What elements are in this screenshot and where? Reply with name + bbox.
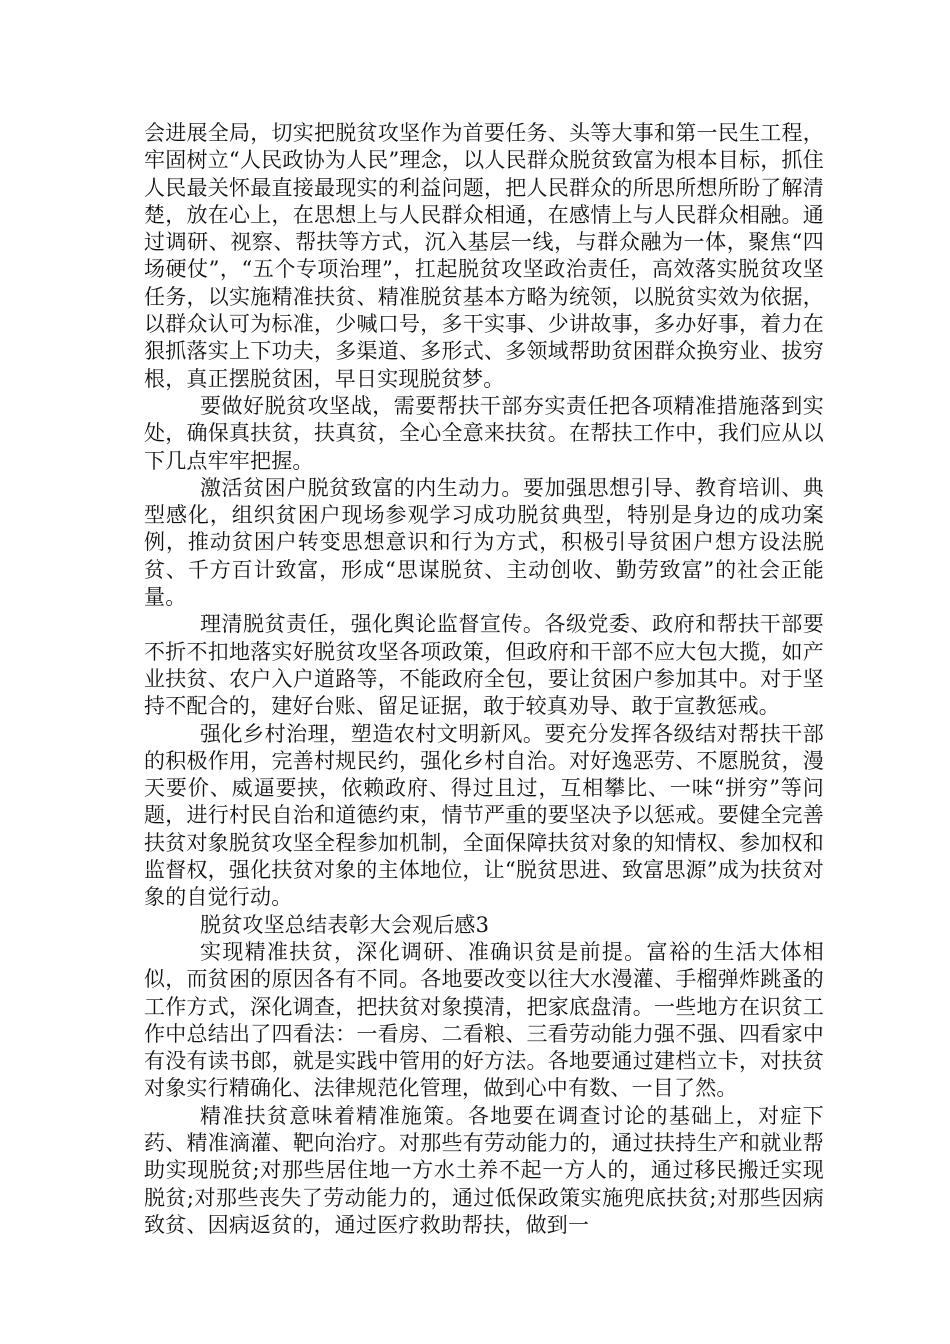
paragraph-supervision: 理清脱贫责任，强化舆论监督宣传。各级党委、政府和帮扶干部要不折不扣地落实好脱贫攻坚各项政策，但政府和干部不应大包大揽，如产业扶贫、农户入户道路等，不能政府全包，要让贫困户参加其中。对于坚持不配合的，建好台账、留足证据，敢于较真劝导、敢于宣教惩戒。 [144,612,824,719]
document-body [144,120,824,1239]
paragraph-identification: 实现精准扶贫，深化调研、准确识贫是前提。富裕的生活大体相似，而贫困的原因各有不同。各地要改变以往大水漫灌、手榴弹炸跳蚤的工作方式，深化调查，把扶贫对象摸清，把家底盘清。一些地方在识贫工作中总结出了四看法：一看房、二看粮、三看劳动能力强不强、四看家中有没有读书郎，就是实践中管用的好方法。各地要通过建档立卡，对扶贫对象实行精确化、法律规范化管理，做到心中有数、一目了然。 [144,939,824,1101]
paragraph-precise-measures: 精准扶贫意味着精准施策。各地要在调查讨论的基础上，对症下药、精准滴灌、靶向治疗。对那些有劳动能力的，通过扶持生产和就业帮助实现脱贫;对那些居住地一方水土养不起一方人的，通过移民搬迁实现脱贫;对那些丧失了劳动能力的，通过低保政策实施兜底扶贫;对那些因病致贫、因病返贫的，通过医疗救助帮扶，做到一 [144,1103,824,1237]
paragraph-governance: 强化乡村治理，塑造农村文明新风。要充分发挥各级结对帮扶干部的积极作用，完善村规民约，强化乡村自治。对好逸恶劳、不愿脱贫，漫天要价、威逼要挟，依赖政府、得过且过，互相攀比、一味“拼穷”等问题，进行村民自治和道德约束，情节严重的要坚决予以惩戒。要健全完善扶贫对象脱贫攻坚全程参加机制，全面保障扶贫对象的知情权、参加权和监督权，强化扶贫对象的主体地位，让“脱贫思进、致富思源”成为扶贫对象的自觉行动。 [144,721,824,910]
paragraph-motivation: 激活贫困户脱贫致富的内生动力。要加强思想引导、教育培训、典型感化，组织贫困户现场参观学习成功脱贫典型，特别是身边的成功案例，推动贫困户转变思想意识和行为方式，积极引导贫困户想方设法脱贫、千方百计致富，形成“思谋脱贫、主动创收、勤劳致富”的社会正能量。 [144,475,824,610]
section-heading: 脱贫攻坚总结表彰大会观后感3 [200,912,490,937]
paragraph-intro-continued: 会进展全局，切实把脱贫攻坚作为首要任务、头等大事和第一民生工程，牢固树立“人民政协为人民”理念，以人民群众脱贫致富为根本目标，抓住人民最关怀最直接最现实的利益问题，把人民群众的所思所想所盼了解清楚，放在心上，在思想上与人民群众相通，在感情上与人民群众相融。通过调研、视察、帮扶等方式，沉入基层一线，与群众融为一体，聚焦“四场硬仗”，“五个专项治理”，扛起脱贫攻坚政治责任，高效落实脱贫攻坚任务，以实施精准扶贫、精准脱贫基本方略为统领，以脱贫实效为依据，以群众认可为标准，少喊口号，多干实事、少讲故事，多办好事，着力在狠抓落实上下功夫，多渠道、多形式、多领域帮助贫困群众换穷业、拔穷根，真正摆脱贫困，早日实现脱贫梦。 [144,121,824,391]
paragraph-responsibility: 要做好脱贫攻坚战，需要帮扶干部夯实责任把各项精准措施落到实处，确保真扶贫，扶真贫，全心全意来扶贫。在帮扶工作中，我们应从以下几点牢牢把握。 [144,393,824,473]
